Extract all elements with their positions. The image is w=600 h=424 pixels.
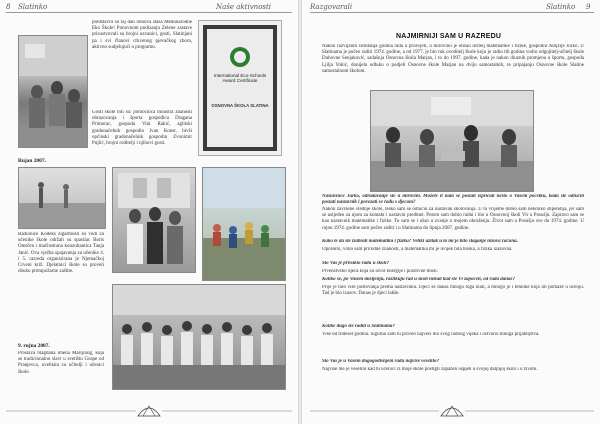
header-magazine-name-right: Slatinko bbox=[546, 3, 576, 11]
certificate-frame bbox=[199, 21, 281, 155]
header-section-name: Naše aktivnosti bbox=[216, 3, 272, 11]
right-page bbox=[302, 0, 600, 424]
outdoor-group-photo-art bbox=[203, 168, 285, 280]
header-rule bbox=[6, 12, 292, 13]
intro-paragraph: predstavili su taj dan obnova stasa Međunarodne Eko Škole! Ponovnom podizanju Zelene zastave prisustvovali su brojni uzvanici, gosti, Slatinjani pa i svi članovi crkvenog pjevačkog zbora, aktivno sudjelujući u programu. bbox=[92, 20, 192, 50]
answer-4: Prije je bilo više poštovanja prema nastavniku. Djeci se danas mnogo toga nudi, a mnogo je i tehnike koja im pomaže u učenju. Tad je bio izazov. Danas je djeci lakše. bbox=[322, 285, 584, 297]
staff-indoor-photo bbox=[112, 167, 196, 273]
answer-1: Nakon završene srednje škole, teško sam se odlučio za nastavak školovanja. U to vrijeme dobio sam nekoliko stipendija, jer sam se usljeđen za njom za kontakt i nastavni predmet. Potom sam dobio radni i bio u Osnovnoj školi Vir u Posušju. Zapravo sam se kao nastavnik matematike i fizike. Tu sam se i ušao u zvanje u mojem okruženju. Život sam u Posušju sve do 1974. godine. U rujnu 1974. godine sam počeo raditi i u Slatinama do lipnja 2007. godine. bbox=[322, 207, 584, 231]
shell-ornament-icon bbox=[6, 402, 292, 420]
header-magazine-name: Slatinko bbox=[18, 3, 48, 11]
answer-6: Najviše me je veselilo kad bi učenici iz moje škole postigli zapažen uspjeh u svojoj daljnjoj školi i u životu. bbox=[322, 367, 538, 372]
question-2: Kako te da ste izabrali matematiku i fiziku? Veliki užitak u to mi je bilo slaganje nizova računa. bbox=[322, 239, 518, 244]
question-1: Nastavnice Jurko, odradavanje ste u mirovini. Možete li nam se poslati ispričati nešto o Vašem početku, kada ste odlučili postati nastavnik i povezati se radu s djecom? bbox=[322, 194, 584, 206]
outdoor-group-photo bbox=[202, 167, 286, 281]
group-activity-photo-art bbox=[19, 168, 105, 228]
celebration-group-photo-art bbox=[113, 285, 285, 389]
eco-school-certificate bbox=[198, 20, 282, 156]
teacher-classroom-photo-art bbox=[371, 91, 533, 191]
page-number-left: 8 bbox=[6, 3, 11, 11]
question-3: Što Vas je privuklo radu u školi? bbox=[322, 261, 389, 266]
certificate-school-name: OSNOVNA ŠKOLA SLATINA bbox=[211, 103, 269, 108]
answer-2: Općenito, volio sam prirodne znanosti, a matematika mi je uvijek bila bliska, a fizika izazovna. bbox=[322, 247, 513, 252]
header-rule-right bbox=[310, 12, 594, 13]
footer-ornament-right bbox=[310, 402, 594, 420]
question-5: Kolike dugo ste radili u Slatinama? bbox=[322, 324, 395, 329]
answer-3: Prvenstveno djeca koja su izvor energije i pozitivne misli. bbox=[322, 269, 438, 274]
rujan-paragraph: Radionice Kodeks zigarmosti su vodi za učenike škole održali su spasilac Boris Omrčen i mačinstrana konzultantica Tanja Janić. Ova vježba spajavanja za učenike 4. i 5. razreda organizirana je Njemačkoj Crveni križ. Djelatnici škole su proveli obuku protupožarne zaštite. bbox=[18, 232, 104, 275]
certificate-title: International Eco-Schools Award Certificate bbox=[213, 73, 267, 84]
article-intro: Nakon razvijanih čestitanja godina rada u prosvjeti, u mirovinu je otišao učitelj matematike i fizike, gospodin Alojzije Jurko. U Slatinama je počeo raditi 1974. godine, a od 1977. je bio ruk ovoditelj škole koju je radio tih godina vodio odgojitelj-učitelj škole Duhovne Senjaković, sadašnja Osnovna škola Marjan, i to do 1997. godine, kada je nakon diuznih promjena u športu, gospođa Ljilja Vokić, donijela odluku o podjeli Osnovne škole Marjan na dviju samostalnih, te pripajanju Osnovne škole Slatine samostalnom školom. bbox=[322, 44, 584, 74]
date-label-rujan: Rujan 2007. bbox=[18, 158, 46, 164]
page-number-right: 9 bbox=[586, 3, 591, 11]
answer-5: Više od trideset godina. Sigurno sam tu proveo najveći dio svog radnog vijeka i ostvario mnoga prijateljstva. bbox=[322, 332, 540, 337]
celebration-paragraph: Proslava blagdana imena Marijinog, koja se tradicionalno slavi u svetištu Gospe od Pranjevca, uvelitala su učitelji i učenici škole. bbox=[18, 351, 104, 375]
footer-ornament-left bbox=[6, 402, 292, 420]
classroom-photo bbox=[18, 35, 88, 148]
staff-indoor-photo-art bbox=[113, 168, 195, 272]
question-6: Što Vas je u Vašem dugogodišnjem radu najviše veselilo? bbox=[322, 359, 439, 364]
question-4: Koliko se, po Vašem mišljenju, razlikuju rad u školi nekad kad ste Vi započeli, od rada danas? bbox=[322, 277, 515, 282]
celebration-group-photo bbox=[112, 284, 286, 390]
classroom-photo-art bbox=[19, 36, 87, 147]
guests-paragraph: Gosti škole bili su: pomoćnica ministra znanosti obrazovanja i športa gospođica Dragana Primorac, gospoda Vini Rakić, aglitski gradonačelnik gospodin Ivan Konst, bivši općinski gradonačelnik gospodin Zvonimir Pujlić, brojni roditelji i njihovi gosti. bbox=[92, 110, 192, 147]
shell-ornament-icon bbox=[310, 402, 594, 420]
teacher-classroom-photo bbox=[370, 90, 534, 192]
date-label-rujna: 9. rujna 2007. bbox=[18, 343, 50, 349]
left-page bbox=[0, 0, 298, 424]
article-title: NAJMIRNIJI SAM U RAZREDU bbox=[396, 33, 502, 40]
header-section-name-right: Razgovarali bbox=[310, 3, 353, 11]
group-activity-photo bbox=[18, 167, 106, 229]
